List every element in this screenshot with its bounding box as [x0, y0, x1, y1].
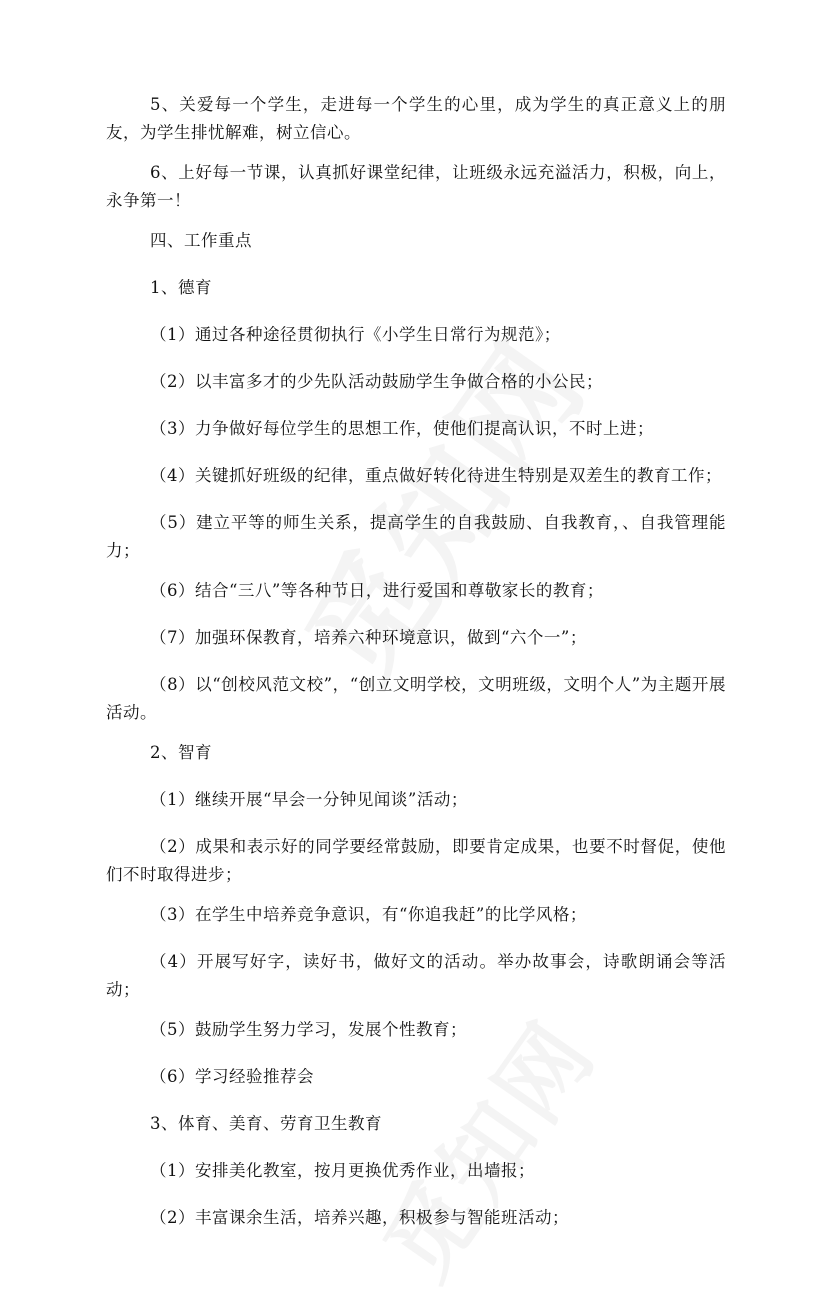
list-item: （3）力争做好每位学生的思想工作，使他们提高认识，不时上进；	[150, 419, 654, 438]
list-item: （5）鼓励学生努力学习，发展个性教育；	[150, 1020, 467, 1039]
list-item: （4）开展写好字，读好书，做好文的活动。举办故事会，诗歌朗诵会等活动；	[106, 952, 726, 999]
list-item: （2）成果和表示好的同学要经常鼓励，即要肯定成果，也要不时督促，使他们不时取得进步；	[106, 837, 726, 884]
list-item: （6）学习经验推荐会	[150, 1067, 314, 1086]
subsection-heading: 3、体育、美育、劳育卫生教育	[150, 1114, 382, 1133]
list-item: （3）在学生中培养竞争意识，有“你追我赶”的比学风格；	[150, 905, 587, 924]
subsection-heading: 1、德育	[150, 278, 212, 297]
list-item: （6）结合“三八”等各种节日，进行爱国和尊敬家长的教育；	[150, 581, 604, 600]
paragraph: 5、关爱每一个学生，走进每一个学生的心里，成为学生的真正意义上的朋友，为学生排忧解难，树立信心。	[106, 95, 726, 142]
document-body	[106, 91, 726, 1251]
list-item: （8）以“创校风范文校”，“创立文明学校，文明班级，文明个人”为主题开展活动。	[106, 675, 726, 722]
paragraph: 6、上好每一节课，认真抓好课堂纪律，让班级永远充溢活力，积极，向上，永争第一！	[106, 163, 726, 210]
section-heading: 四、工作重点	[150, 231, 252, 250]
list-item: （1）继续开展“早会一分钟见闻谈”活动；	[150, 790, 468, 809]
list-item: （1）安排美化教室，按月更换优秀作业，出墙报；	[150, 1161, 535, 1180]
list-item: （1）通过各种途径贯彻执行《小学生日常行为规范》；	[150, 325, 561, 344]
list-item: （2）丰富课余生活，培养兴趣，积极参与智能班活动；	[150, 1208, 569, 1227]
list-item: （7）加强环保教育，培养六种环境意识，做到“六个一”；	[150, 628, 587, 647]
list-item: （2）以丰富多才的少先队活动鼓励学生争做合格的小公民；	[150, 372, 603, 391]
list-item: （5）建立平等的师生关系，提高学生的自我鼓励、自我教育，、自我管理能力；	[106, 513, 726, 560]
list-item: （4）关键抓好班级的纪律，重点做好转化待进生特别是双差生的教育工作；	[150, 466, 722, 485]
subsection-heading: 2、智育	[150, 743, 212, 762]
